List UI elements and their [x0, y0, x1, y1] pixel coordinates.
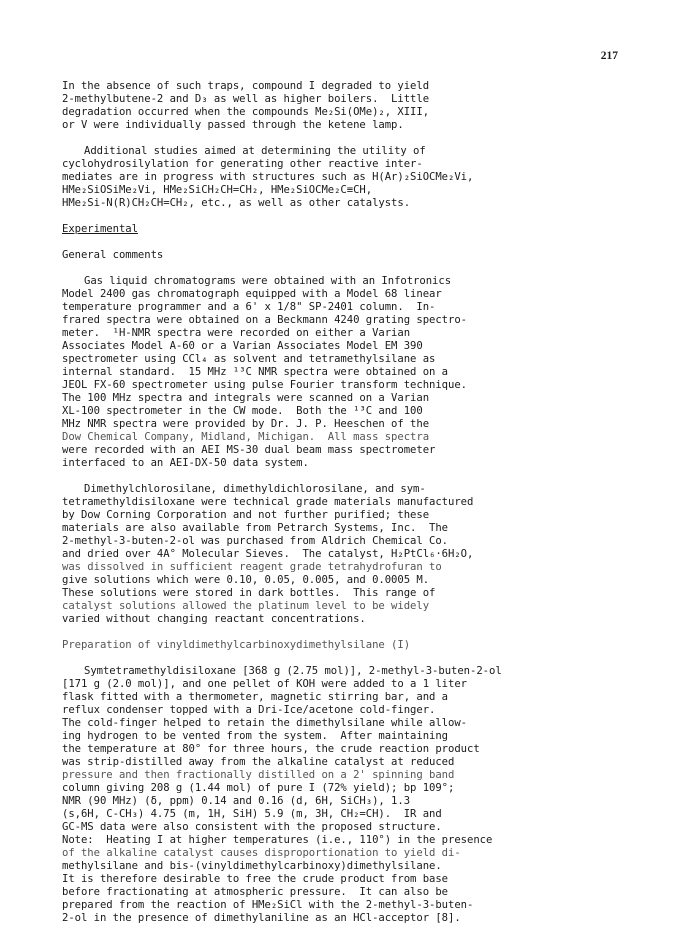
text-line: It is therefore desirable to free the crude product from base: [62, 873, 449, 885]
text-line: interfaced to an AEI-DX-50 data system.: [62, 457, 309, 469]
text-line: varied without changing reactant concentrations.: [62, 613, 366, 625]
text-line: was strip-distilled away from the alkaline catalyst at reduced: [62, 756, 455, 768]
text-line: pressure and then fractionally distilled on a 2' spinning band: [62, 769, 455, 781]
text-line: degradation occurred when the compounds Me₂Si(OMe)₂, XIII,: [62, 106, 430, 118]
text-line: the temperature at 80° for three hours, the crude reaction product: [62, 743, 480, 755]
text-line: These solutions were stored in dark bottles. This range of: [62, 587, 436, 599]
text-line: catalyst solutions allowed the platinum level to be widely: [62, 600, 430, 612]
experimental-heading-text: Experimental: [62, 223, 138, 235]
text-line: prepared from the reaction of HMe₂SiCl with the 2-methyl-3-buten-: [62, 899, 474, 911]
text-line: spectrometer using CCl₄ as solvent and tetramethylsilane as: [62, 353, 436, 365]
text-line: Gas liquid chromatograms were obtained with an Infotronics: [84, 275, 452, 287]
text-line: HMe₂Si-N(R)CH₂CH=CH₂, etc., as well as other catalysts.: [62, 197, 411, 209]
document-body: [62, 80, 652, 938]
text-line: NMR (90 MHz) (δ, ppm) 0.14 and 0.16 (d, 6H, SiCH₃), 1.3: [62, 795, 411, 807]
materials-paragraph: [62, 483, 652, 626]
text-line: (s,6H, C-CH₃) 4.75 (m, 1H, SiH) 5.9 (m, 3H, CH₂=CH). IR and: [62, 808, 442, 820]
studies-paragraph: [62, 145, 652, 210]
text-line: and dried over 4A° Molecular Sieves. The catalyst, H₂PtCl₆·6H₂O,: [62, 548, 474, 560]
text-line: 2-ol in the presence of dimethylaniline as an HCl-acceptor [8].: [62, 912, 461, 924]
text-line: cyclohydrosilylation for generating other reactive inter-: [62, 158, 423, 170]
text-line: temperature programmer and a 6' x 1/8" SP-2401 column. In-: [62, 301, 436, 313]
text-line: MHz NMR spectra were provided by Dr. J. P. Heeschen of the: [62, 418, 430, 430]
text-line: of the alkaline catalyst causes disproportionation to yield di-: [62, 847, 461, 859]
experimental-heading: [62, 223, 652, 236]
text-line: Model 2400 gas chromatograph equipped with a Model 68 linear: [62, 288, 442, 300]
text-line: tetramethyldisiloxane were technical grade materials manufactured: [62, 496, 474, 508]
text-line: 2-methylbutene-2 and D₃ as well as higher boilers. Little: [62, 93, 430, 105]
text-line: meter. ¹H-NMR spectra were recorded on either a Varian: [62, 327, 411, 339]
text-line: column giving 208 g (1.44 mol) of pure I (72% yield); bp 109°;: [62, 782, 455, 794]
text-line: methylsilane and bis-(vinyldimethylcarbinoxy)dimethylsilane.: [62, 860, 442, 872]
gc-paragraph: [62, 275, 652, 470]
text-line: reflux condenser topped with a Dri-Ice/acetone cold-finger.: [62, 704, 436, 716]
text-line: Additional studies aimed at determining the utility of: [84, 145, 426, 157]
preparation-heading: Preparation of vinyldimethylcarbinoxydimethylsilane (I): [62, 639, 411, 651]
text-line: was dissolved in sufficient reagent grade tetrahydrofuran to: [62, 561, 442, 573]
page-number: 217: [600, 50, 618, 62]
text-line: Dimethylchlorosilane, dimethyldichlorosilane, and sym-: [84, 483, 426, 495]
text-line: The cold-finger helped to retain the dimethylsilane while allow-: [62, 717, 467, 729]
text-line: GC-MS data were also consistent with the proposed structure.: [62, 821, 442, 833]
text-line: The 100 MHz spectra and integrals were scanned on a Varian: [62, 392, 430, 404]
text-line: frared spectra were obtained on a Beckmann 4240 grating spectro-: [62, 314, 467, 326]
text-line: ing hydrogen to be vented from the system. After maintaining: [62, 730, 449, 742]
preparation-paragraph: [62, 665, 652, 925]
text-line: HMe₂SiOSiMe₂Vi, HMe₂SiCH₂CH=CH₂, HMe₂SiOCMe₂C≡CH,: [62, 184, 373, 196]
text-line: In the absence of such traps, compound I degraded to yield: [62, 80, 430, 92]
text-line: XL-100 spectrometer in the CW mode. Both the ¹³C and 100: [62, 405, 423, 417]
text-line: flask fitted with a thermometer, magnetic stirring bar, and a: [62, 691, 449, 703]
general-comments-heading: General comments: [62, 249, 164, 261]
text-line: before fractionating at atmospheric pressure. It can also be: [62, 886, 449, 898]
text-line: or V were individually passed through the ketene lamp.: [62, 119, 404, 131]
intro-paragraph: [62, 80, 652, 132]
text-line: mediates are in progress with structures such as H(Ar)₂SiOCMe₂Vi,: [62, 171, 474, 183]
text-line: JEOL FX-60 spectrometer using pulse Fourier transform technique.: [62, 379, 467, 391]
text-line: materials are also available from Petrarch Systems, Inc. The: [62, 522, 449, 534]
text-line: [171 g (2.0 mol)], and one pellet of KOH were added to a 1 liter: [62, 678, 467, 690]
text-line: Note: Heating I at higher temperatures (i.e., 110°) in the presence: [62, 834, 493, 846]
text-line: internal standard. 15 MHz ¹³C NMR spectra were obtained on a: [62, 366, 449, 378]
text-line: 2-methyl-3-buten-2-ol was purchased from Aldrich Chemical Co.: [62, 535, 449, 547]
text-line: Symtetramethyldisiloxane [368 g (2.75 mol)], 2-methyl-3-buten-2-ol: [84, 665, 502, 677]
text-line: give solutions which were 0.10, 0.05, 0.005, and 0.0005 M.: [62, 574, 430, 586]
text-line: were recorded with an AEI MS-30 dual beam mass spectrometer: [62, 444, 436, 456]
text-line: Dow Chemical Company, Midland, Michigan. All mass spectra: [62, 431, 430, 443]
text-line: by Dow Corning Corporation and not further purified; these: [62, 509, 430, 521]
text-line: Associates Model A-60 or a Varian Associates Model EM 390: [62, 340, 423, 352]
